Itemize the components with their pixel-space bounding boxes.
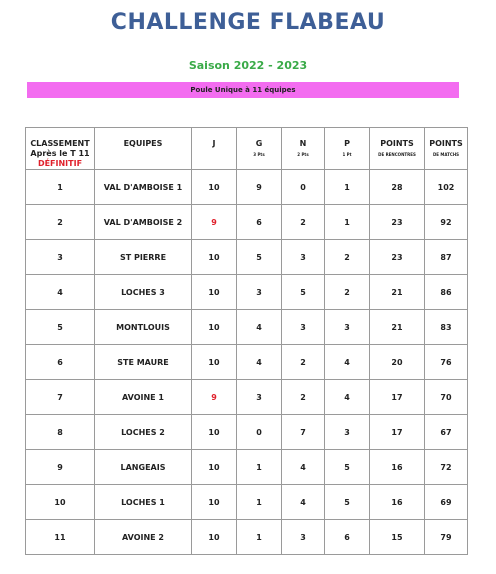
table-row — [26, 275, 468, 310]
cell-j: 10 — [192, 240, 237, 275]
cell-g: 4 — [237, 345, 282, 380]
header-apres-label: Après le T 11 — [30, 149, 90, 158]
cell-p: 4 — [325, 380, 370, 415]
cell-n: 0 — [282, 170, 325, 205]
table-row — [26, 240, 468, 275]
header-definitif-label: DÉFINITIF — [37, 159, 83, 168]
cell-p: 2 — [325, 240, 370, 275]
header-points-matchs-sub: DE MATCHS — [432, 152, 460, 157]
cell-g: 0 — [237, 415, 282, 450]
cell-p: 6 — [325, 520, 370, 555]
cell-points-matchs: 72 — [425, 450, 468, 485]
cell-points-rencontres: 23 — [370, 240, 425, 275]
cell-rank: 10 — [26, 485, 95, 520]
cell-team: ST PIERRE — [95, 240, 192, 275]
cell-points-rencontres: 20 — [370, 345, 425, 380]
cell-points-matchs: 87 — [425, 240, 468, 275]
cell-points-rencontres: 21 — [370, 310, 425, 345]
header-j: J — [192, 128, 237, 170]
cell-p: 2 — [325, 275, 370, 310]
cell-team: LOCHES 2 — [95, 415, 192, 450]
cell-points-matchs: 70 — [425, 380, 468, 415]
cell-points-matchs: 69 — [425, 485, 468, 520]
header-classement-label: CLASSEMENT — [30, 139, 90, 148]
cell-points-matchs: 102 — [425, 170, 468, 205]
cell-j: 10 — [192, 485, 237, 520]
cell-team: STE MAURE — [95, 345, 192, 380]
table-row — [26, 205, 468, 240]
cell-n: 3 — [282, 240, 325, 275]
header-p-label: P — [344, 139, 350, 148]
cell-j: 10 — [192, 310, 237, 345]
standings-body — [26, 170, 468, 555]
cell-points-matchs: 86 — [425, 275, 468, 310]
cell-p: 1 — [325, 170, 370, 205]
table-row — [26, 485, 468, 520]
header-g-label: G — [255, 139, 263, 148]
cell-j: 9 — [192, 205, 237, 240]
cell-p: 3 — [325, 310, 370, 345]
cell-n: 2 — [282, 345, 325, 380]
cell-team: LOCHES 1 — [95, 485, 192, 520]
cell-points-matchs: 92 — [425, 205, 468, 240]
cell-n: 7 — [282, 415, 325, 450]
cell-team: AVOINE 2 — [95, 520, 192, 555]
header-points-matchs — [425, 128, 468, 170]
header-points-matchs-label: POINTS — [429, 139, 463, 148]
cell-p: 3 — [325, 415, 370, 450]
cell-j: 10 — [192, 520, 237, 555]
table-row — [26, 170, 468, 205]
cell-points-matchs: 76 — [425, 345, 468, 380]
cell-rank: 5 — [26, 310, 95, 345]
cell-team: VAL D'AMBOISE 1 — [95, 170, 192, 205]
cell-rank: 4 — [26, 275, 95, 310]
header-points-rencontres-sub: DE RENCONTRES — [378, 152, 416, 157]
cell-team: LOCHES 3 — [95, 275, 192, 310]
header-equipes: EQUIPES — [95, 128, 192, 170]
standings-table — [25, 127, 468, 555]
cell-j: 10 — [192, 345, 237, 380]
cell-n: 2 — [282, 380, 325, 415]
cell-points-rencontres: 21 — [370, 275, 425, 310]
cell-j: 10 — [192, 170, 237, 205]
cell-g: 1 — [237, 520, 282, 555]
header-points-rencontres — [370, 128, 425, 170]
header-n — [282, 128, 325, 170]
table-row — [26, 415, 468, 450]
cell-team: VAL D'AMBOISE 2 — [95, 205, 192, 240]
cell-j: 10 — [192, 275, 237, 310]
cell-rank: 2 — [26, 205, 95, 240]
cell-p: 5 — [325, 485, 370, 520]
cell-team: LANGEAIS — [95, 450, 192, 485]
cell-rank: 7 — [26, 380, 95, 415]
cell-points-matchs: 67 — [425, 415, 468, 450]
cell-n: 5 — [282, 275, 325, 310]
cell-points-matchs: 79 — [425, 520, 468, 555]
cell-j: 10 — [192, 450, 237, 485]
cell-points-rencontres: 16 — [370, 450, 425, 485]
cell-points-rencontres: 17 — [370, 380, 425, 415]
cell-n: 2 — [282, 205, 325, 240]
cell-n: 4 — [282, 485, 325, 520]
cell-j: 10 — [192, 415, 237, 450]
cell-g: 1 — [237, 485, 282, 520]
header-n-label: N — [299, 139, 307, 148]
cell-rank: 1 — [26, 170, 95, 205]
cell-points-rencontres: 16 — [370, 485, 425, 520]
header-row — [26, 128, 468, 170]
cell-p: 5 — [325, 450, 370, 485]
cell-g: 1 — [237, 450, 282, 485]
table-row — [26, 380, 468, 415]
page-title: CHALLENGE FLABEAU — [110, 10, 386, 35]
cell-g: 3 — [237, 275, 282, 310]
cell-g: 5 — [237, 240, 282, 275]
cell-p: 4 — [325, 345, 370, 380]
header-g — [237, 128, 282, 170]
table-row — [26, 345, 468, 380]
header-p-sub: 1 Pt — [342, 152, 352, 157]
cell-rank: 6 — [26, 345, 95, 380]
cell-p: 1 — [325, 205, 370, 240]
header-n-sub: 2 Pts — [297, 152, 309, 157]
cell-rank: 3 — [26, 240, 95, 275]
cell-g: 9 — [237, 170, 282, 205]
table-row — [26, 520, 468, 555]
cell-points-rencontres: 15 — [370, 520, 425, 555]
cell-g: 4 — [237, 310, 282, 345]
cell-points-rencontres: 28 — [370, 170, 425, 205]
cell-points-rencontres: 23 — [370, 205, 425, 240]
cell-g: 3 — [237, 380, 282, 415]
cell-g: 6 — [237, 205, 282, 240]
header-points-rencontres-label: POINTS — [380, 139, 414, 148]
cell-rank: 11 — [26, 520, 95, 555]
header-classement — [26, 128, 95, 170]
cell-n: 4 — [282, 450, 325, 485]
pool-banner: Poule Unique à 11 équipes — [27, 82, 459, 98]
cell-team: MONTLOUIS — [95, 310, 192, 345]
cell-points-rencontres: 17 — [370, 415, 425, 450]
cell-rank: 9 — [26, 450, 95, 485]
cell-j: 9 — [192, 380, 237, 415]
table-row — [26, 310, 468, 345]
cell-n: 3 — [282, 520, 325, 555]
cell-points-matchs: 83 — [425, 310, 468, 345]
cell-team: AVOINE 1 — [95, 380, 192, 415]
header-g-sub: 3 Pts — [253, 152, 265, 157]
cell-n: 3 — [282, 310, 325, 345]
header-p — [325, 128, 370, 170]
table-row — [26, 450, 468, 485]
cell-rank: 8 — [26, 415, 95, 450]
season-label: Saison 2022 - 2023 — [188, 59, 308, 72]
